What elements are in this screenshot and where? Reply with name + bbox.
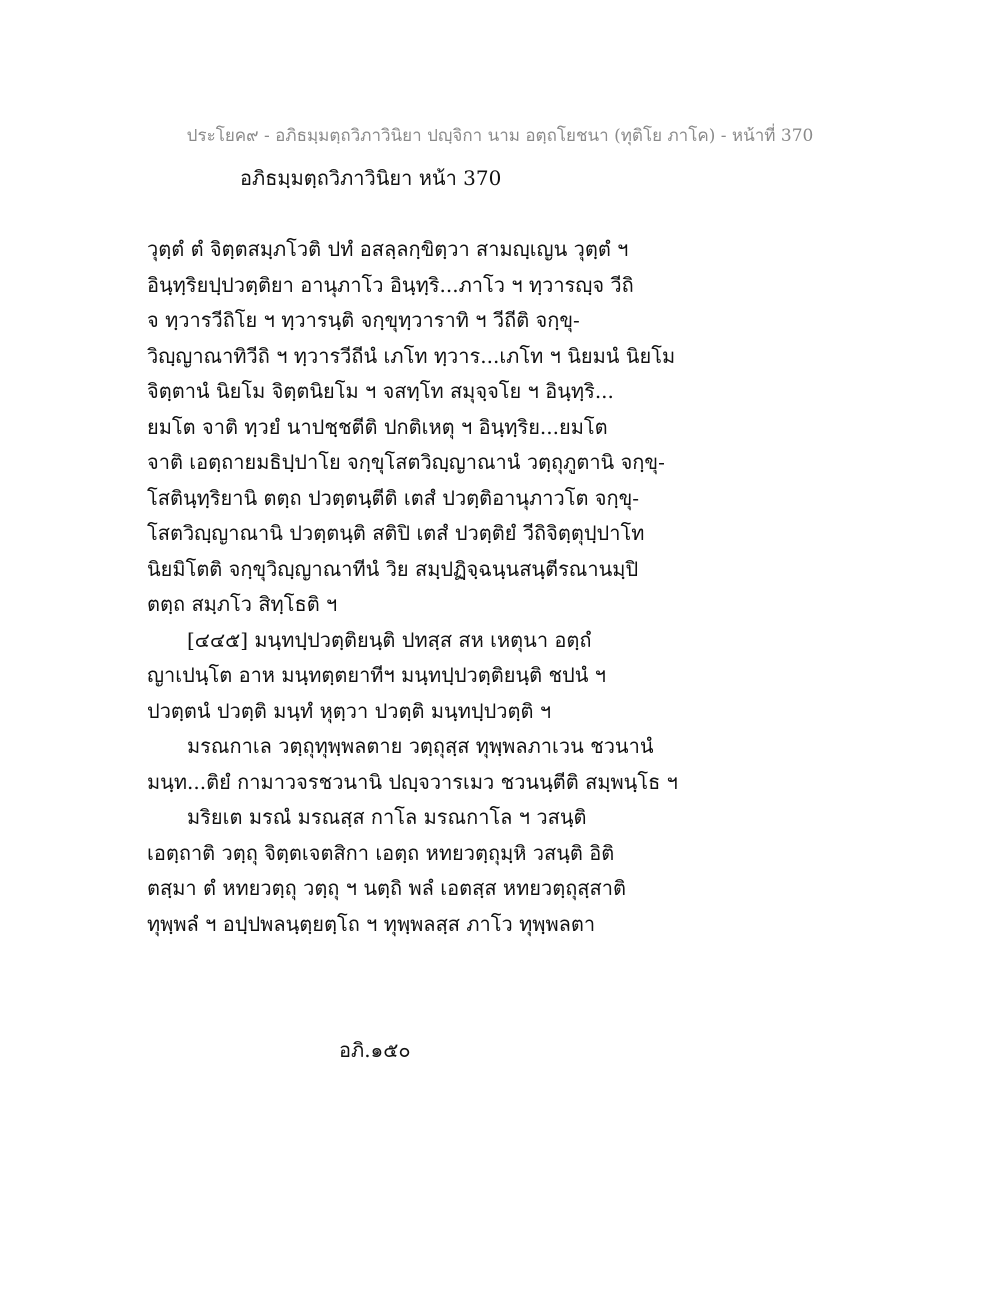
text-line: ญาเปนฺโต อาห มนฺทตฺตยาทีฯ มนฺทปฺปวตฺติยนฺติ ชปนํ ฯ bbox=[147, 663, 606, 687]
text-line: มนฺท...ติยํ กามาวจรชวนานิ ปญฺจวารเมว ชวนนฺตีติ สมฺพนฺโธ ฯ bbox=[147, 769, 678, 794]
paragraph-start-line: มริยเต มรณํ มรณสฺส กาโล มรณกาโล ฯ วสนฺติ bbox=[187, 805, 587, 829]
text-line: จ ทฺวารวีถิโย ฯ ทฺวารนฺติ จกฺขุทฺวาราทิ ฯ วีถีติ จกฺขุ- bbox=[147, 308, 580, 332]
text-line: ตตฺถ สมฺภโว สิทฺโธติ ฯ bbox=[147, 592, 338, 616]
running-header bbox=[0, 122, 1000, 149]
text-line: โสตินฺทฺริยานิ ตตฺถ ปวตฺตนฺตีติ เตสํ ปวตฺติอานุภาวโต จกฺขุ- bbox=[147, 485, 640, 510]
paragraph-start-line: มรณกาเล วตฺถุทุพฺพลตาย วตฺถุสฺส ทุพฺพลภาเวน ชวนานํ bbox=[187, 734, 654, 758]
page-title: อภิธมฺมตฺถวิภาวินิยา หน้า 370 bbox=[240, 166, 502, 190]
text-line: นิยมิโตติ จกฺขุวิญฺญาณาทีนํ วิย สมฺปฏิจฺฉนฺนสนฺตีรณานมฺปิ bbox=[147, 556, 639, 581]
text-line: วิญฺญาณาทิวีถิ ฯ ทฺวารวีถีนํ เภโท ทฺวาร...เภโท ฯ นิยมนํ นิยโม bbox=[147, 343, 676, 368]
body-text bbox=[147, 232, 707, 942]
text-line: จิตฺตานํ นิยโม จิตฺตนิยโม ฯ จสทฺโท สมุจฺจโย ฯ อินฺทฺริ... bbox=[147, 379, 614, 403]
text-line: ทุพฺพลํ ฯ อปฺปพลนฺตฺยตฺโถ ฯ ทุพฺพลสฺส ภาโว ทุพฺพลตา bbox=[147, 911, 596, 936]
text-line: ตสฺมา ตํ หทยวตฺถุ วตฺถุ ฯ นตฺถิ พลํ เอตสฺส หทยวตฺถุสฺสาติ bbox=[147, 876, 626, 900]
running-header-text: ประโยค๙ - อภิธมฺมตฺถวิภาวินิยา ปญฺจิกา นาม อตฺถโยชนา (ทุติโย ภาโค) - หน้าที่ 370 bbox=[186, 126, 814, 146]
text-line: อินฺทฺริยปฺปวตฺติยา อานุภาโว อินฺทฺริ...ภาโว ฯ ทฺวารญฺจ วีถิ bbox=[147, 272, 634, 297]
text-line: จาติ เอตฺถายมธิปฺปาโย จกฺขุโสตวิญฺญาณานํ วตฺถุภูตานิ จกฺขุ- bbox=[147, 450, 665, 474]
text-line: วุตฺตํ ตํ จิตฺตสมฺภโวติ ปทํ อสลฺลกฺขิตฺวา สามญฺเญน วุตฺตํ ฯ bbox=[147, 237, 629, 261]
paragraph-start-line: [๔๔๕] มนฺทปฺปวตฺติยนฺติ ปทสฺส สห เหตุนา อตฺถํ bbox=[187, 627, 592, 652]
text-line: โสตวิญฺญาณานิ ปวตฺตนฺติ สติปิ เตสํ ปวตฺติยํ วีถิจิตฺตุปฺปาโท bbox=[147, 521, 645, 545]
text-line: เอตฺถาติ วตฺถุ จิตฺตเจตสิกา เอตฺถ หทยวตฺถุมฺหิ วสนฺติ อิติ bbox=[147, 840, 615, 865]
footer-code: อภิ.๑๕๐ bbox=[339, 1038, 411, 1062]
text-line: ยมโต จาติ ทฺวยํ นาปชฺชตีติ ปกติเหตุ ฯ อินฺทฺริย...ยมโต bbox=[147, 414, 608, 439]
text-line: ปวตฺตนํ ปวตฺติ มนฺทํ หุตฺวา ปวตฺติ มนฺทปฺปวตฺติ ฯ bbox=[147, 698, 552, 723]
